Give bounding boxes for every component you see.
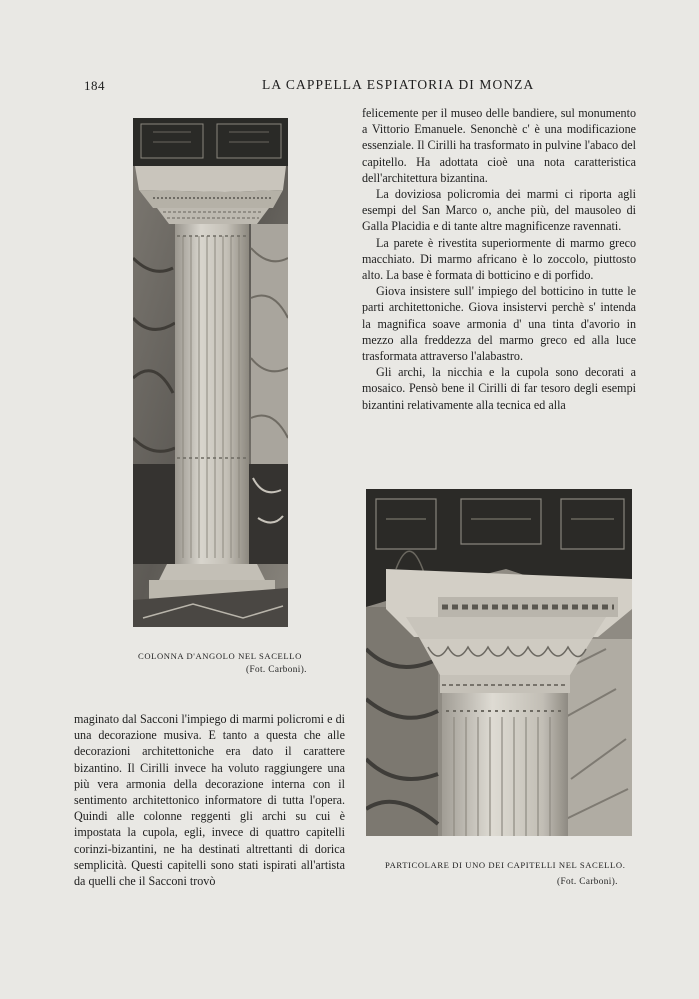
paragraph: La doviziosa policromia dei marmi ci riporta agli esempi del San Marco o, anche più, del mausoleo di Galla Placidia e di tante altre magnificenze ravennati. xyxy=(362,187,636,234)
running-title: LA CAPPELLA ESPIATORIA DI MONZA xyxy=(262,77,535,92)
figure-caption: PARTICOLARE DI UNO DEI CAPITELLI NEL SACELLO. xyxy=(385,860,626,870)
right-text-column xyxy=(362,105,636,413)
paragraph: Giova insistere sull' impiego del botticino in tutte le parti architettoniche. Giova insistervi perchè s' intenda la magnifica soave armonia d' una tinta d'avorio in mezzo alla freddezza del marmo greco ed alla luce trasformata attraverso l'alabastro. xyxy=(362,284,636,364)
left-text-column xyxy=(74,711,345,889)
photo-credit: (Fot. Carboni). xyxy=(246,664,307,674)
figure-caption: COLONNA D'ANGOLO NEL SACELLO xyxy=(138,651,302,661)
paragraph: felicemente per il museo delle bandiere, sul monumento a Vittorio Emanuele. Senonchè c' è una modificazione essenziale. Il Cirilli ha trasformato in pulvine l'abaco del capitello. Ha adottata cioè una nota caratteristica dell'architettura bizantina. xyxy=(362,106,636,185)
paragraph: La parete è rivestita superiormente di marmo greco macchiato. Di marmo africano è lo zoccolo, piuttosto alto. La base è formata di botticino e di porfido. xyxy=(362,235,636,283)
paragraph: maginato dal Sacconi l'impiego di marmi policromi e di una decorazione musiva. E tanto a questa che alle decorazioni architettoniche era dato il carattere bizantino. Il Cirilli invece ha voluto raggiungere una più vera armonia della decorazione interna con il sentimento architettonico informatore di tutta l'opera. Quindi alle colonne reggenti gli archi su cui è impostata la cupola, egli, invece di quattro capitelli corinzi-bizantini, ne ha destinati altrettanti di dorica semplicità. Questi capitelli sono stati ispirati all'artista da quelli che il Sacconi trovò xyxy=(74,712,345,889)
paragraph: Gli archi, la nicchia e la cupola sono decorati a mosaico. Pensò bene il Cirilli di far tesoro degli esempi bizantini relativamente alla tecnica ed alla xyxy=(362,365,636,412)
capital-photo xyxy=(366,489,632,836)
column-photo xyxy=(133,118,288,627)
page-number: 184 xyxy=(84,78,105,93)
photo-credit: (Fot. Carboni). xyxy=(557,876,618,886)
